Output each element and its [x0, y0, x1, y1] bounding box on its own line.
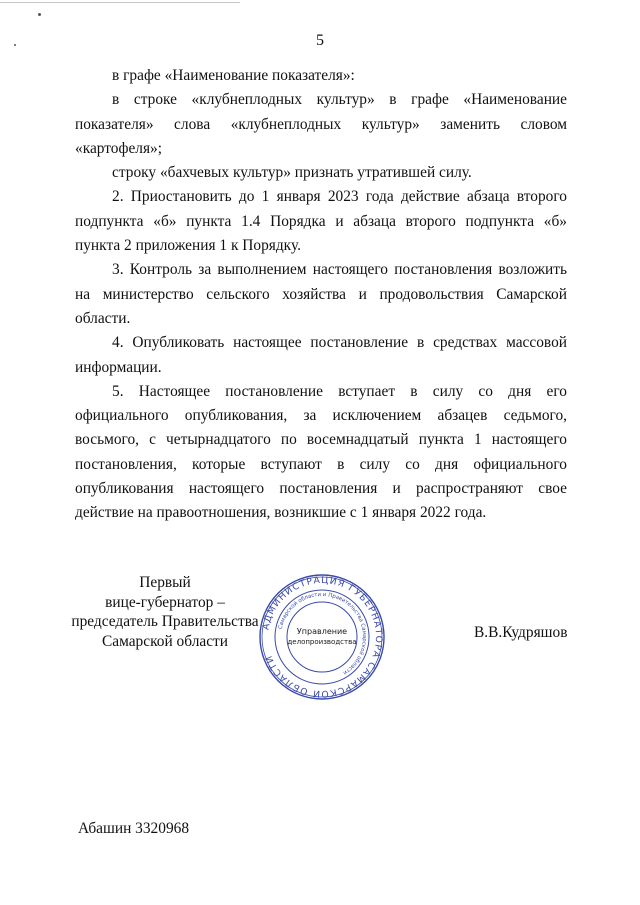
text-line: опубликования настоящего постановления и распространяют свое [75, 480, 567, 498]
paragraph [75, 64, 567, 88]
paragraph [75, 258, 567, 307]
text-line: постановления, которые вступают в силу со дня официального [75, 455, 567, 473]
text-line: 2. Приостановить до 1 января 2023 года действие абзаца второго [112, 188, 567, 206]
seal-outer-text: АДМИНИСТРАЦИЯ ГУБЕРНАТОРА САМАРСКОЙ ОБЛАСТИ [260, 574, 385, 700]
paragraph [75, 137, 567, 161]
paragraph [75, 380, 567, 501]
paragraph [75, 331, 567, 355]
signatory-title-line: председатель Правительства [71, 613, 259, 630]
text-line: официального опубликования, за исключением абзацев седьмого, [75, 407, 567, 425]
paragraph [75, 88, 567, 137]
scan-speck [38, 13, 41, 16]
paragraph [75, 501, 567, 525]
text-line: в строке «клубнеплодных культур» в графе «Наименование [112, 91, 567, 109]
official-seal-stamp [257, 572, 387, 702]
signatory-title-line: Самарской области [101, 632, 228, 650]
signatory-title-line: Первый [139, 574, 191, 591]
page-number: 5 [316, 32, 324, 49]
text-line: пункта 2 приложения 1 к Порядку. [75, 237, 301, 255]
seal-center-line: Управление [296, 627, 348, 636]
paragraph [75, 307, 567, 331]
signatory-title [70, 573, 260, 651]
executor-line: Абашин 3320968 [78, 820, 190, 837]
text-line: подпункта «б» пункта 1.4 Порядка и абзаца второго подпункта «б» [75, 212, 567, 230]
paragraph [75, 161, 567, 185]
paragraph [75, 185, 567, 234]
seal-middle-text: Самарской области и Правительства Самарской области [277, 591, 368, 676]
text-line: 3. Контроль за выполнением настоящего постановления возложить [112, 261, 567, 279]
text-line: на министерство сельского хозяйства и продовольствия Самарской [75, 285, 567, 303]
signatory-title-line: вице-губернатор – [105, 593, 225, 611]
text-line: 4. Опубликовать настоящее постановление в средствах массовой [112, 334, 567, 352]
text-line: 5. Настоящее постановление вступает в силу со дня его [112, 382, 567, 400]
document-body [75, 64, 567, 526]
signer-name: В.В.Кудряшов [474, 624, 568, 641]
text-line: области. [75, 309, 131, 327]
text-line: действие на правоотношения, возникшие с 1 января 2022 года. [75, 504, 487, 522]
text-line: показателя» слова «клубнеплодных культур» заменить словом [75, 115, 567, 133]
paragraph [75, 234, 567, 258]
text-line: «картофеля»; [75, 139, 163, 157]
scan-edge-line [0, 2, 240, 3]
text-line: восьмого, с четырнадцатого по восемнадцатый пункта 1 настоящего [75, 431, 567, 449]
text-line: в графе «Наименование показателя»: [112, 67, 355, 84]
seal-center-line: делопроизводства [287, 638, 357, 646]
text-line: строку «бахчевых культур» признать утратившей силу. [112, 164, 472, 182]
text-line: информации. [75, 358, 162, 376]
paragraph [75, 356, 567, 380]
